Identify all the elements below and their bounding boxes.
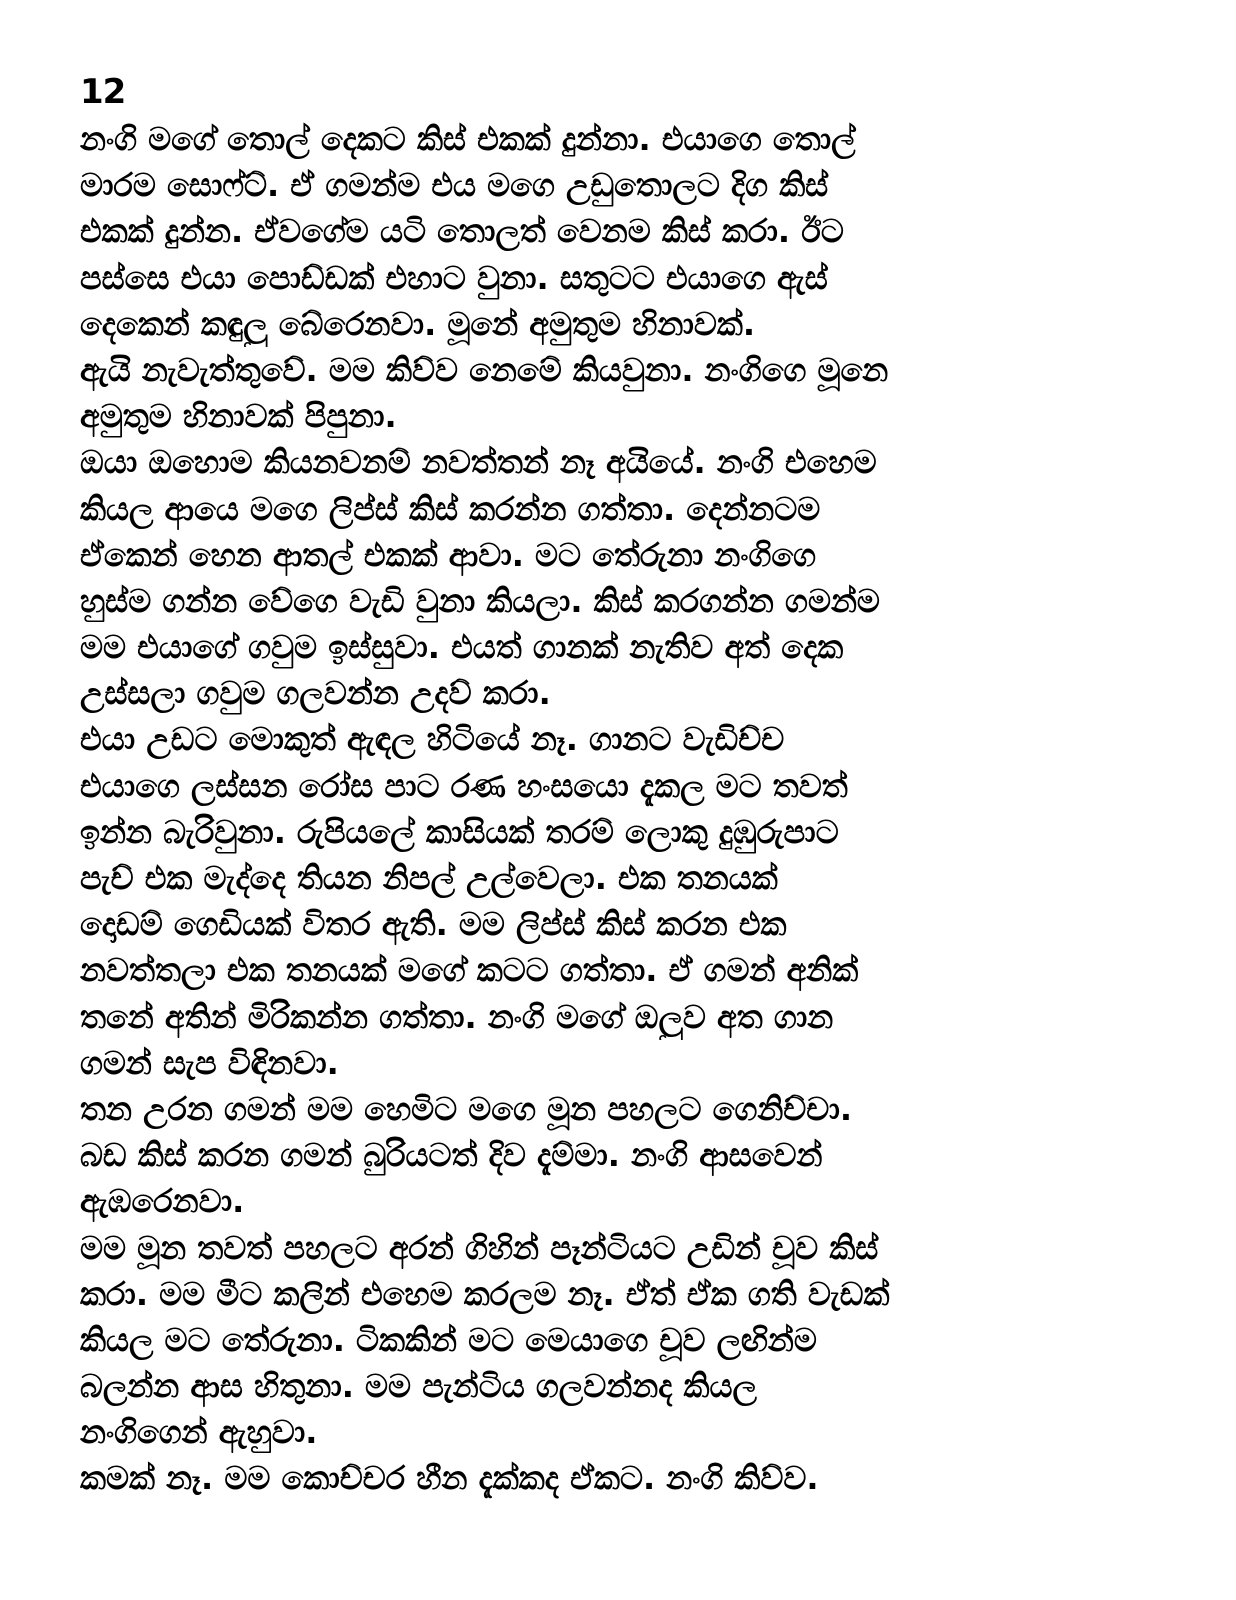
text-line: ඇඹරෙනවා. (80, 1182, 245, 1221)
document-page (80, 68, 1160, 1502)
text-line: කමක් නෑ. මම කොච්චර හීන දැක්කද ඒකට. නංගි කිව්ව. (80, 1459, 819, 1498)
text-line: දෙකෙන් කඳුලු බේරෙනවා. මූනේ අමුතුම හිනාවක්. (80, 304, 755, 343)
text-line: අමුතුම හිනාවක් පිපුනා. (80, 397, 397, 436)
text-line: පස්සෙ එයා පොඩ්ඩක් එහාට වුනා. සතුටට එයාගෙ ඇස් (80, 258, 828, 297)
text-line: ගමන් සැප විඳිනවා. (80, 1043, 339, 1082)
text-line: හුස්ම ගන්න වේගෙ වැඩි වුනා කියලා. කිස් කරගන්න ගමන්ම (80, 581, 880, 620)
text-line: එයා උඩට මොකුත් ඇඳල හිටියේ නෑ. ගානට වැඩිච්ච (80, 720, 785, 759)
text-line: කරා. මම මීට කලින් එහෙම කරලම නෑ. ඒත් ඒක ගති වැඩක් (80, 1274, 890, 1313)
text-line: මම මූන තවත් පහලට අරන් ගිහින් පෑන්ටියට උඩින් චූව කිස් (80, 1228, 879, 1267)
text-line: ඔයා ඔහොම කියනවනම් නවත්තන් නෑ අයියේ. නංගි එහෙම (80, 443, 877, 482)
text-line: කියල මට තේරුනා. ටිකකින් මට මෙයාගෙ චූව ලඟින්ම (80, 1320, 817, 1359)
text-line: තන උරන ගමන් මම හෙමිට මගෙ මූන පහලට ගෙනිච්චා. (80, 1089, 853, 1128)
text-line: නංගි මගේ තොල් දෙකට කිස් එකක් දුන්නා. එයාගෙ තොල් (80, 120, 856, 158)
text-line: මාරම සොෆ්ට්. ඒ ගමන්ම එය මගෙ උඩුතොලට දිග කිස් (80, 166, 829, 205)
text-line: උස්සලා ගවුම ගලවන්න උදව් කරා. (80, 674, 551, 713)
text-line: ඒකෙන් හෙන ආතල් එකක් ආවා. මට තේරුනා නංගිගෙ (80, 535, 817, 574)
text-line: ඇයි නැවැත්තුවේ. මම කිව්ව නෙමේ කියවුනා. නංගිගෙ මූනෙ (80, 350, 889, 389)
story-text (80, 116, 1160, 1502)
text-line: පැච් එක මැද්දෙ තියන නිපල් උල්වෙලා. එක තනයක් (80, 859, 778, 897)
text-line: මම එයාගේ ගවුම ඉස්සුවා. එයත් ගානක් නැතිව අත් දෙක (80, 628, 844, 667)
text-line: නවත්තලා එක තනයක් මගේ කටට ගත්තා. ඒ ගමන් අනික් (80, 951, 859, 990)
text-line: තනේ අතින් මිරිකන්න ගත්තා. නංගි මගේ ඔලුව අත ගාන (80, 997, 834, 1036)
text-line: එයාගෙ ලස්සන රෝස පාට රණ හංසයො දැකල මට තවත් (80, 766, 848, 805)
page-number: 12 (80, 72, 126, 112)
text-line: බඩ කිස් කරන ගමන් බුරියටත් දිව දැම්මා. නංගි ආසවෙන් (80, 1136, 823, 1175)
text-line: කියල ආයෙ මගෙ ලිප්ස් කිස් කරන්න ගත්තා. දෙන්නටම (80, 489, 821, 528)
text-line: නංගිගෙන් ඇහුවා. (80, 1413, 318, 1452)
text-line: බලන්න ආස හිතුනා. මම පැන්ටිය ගලවන්නද කියල (80, 1367, 757, 1406)
text-line: දොඩම් ගෙඩියක් විතර ඇති. මම ලිප්ස් කිස් කරන එක (80, 905, 787, 944)
text-line: ඉන්න බැරිවුනා. රුපියලේ කාසියක් තරම් ලොකු දුඹුරුපාට (80, 812, 839, 851)
text-line: එකක් දුන්න. ඒවගේම යටි තොලත් වෙනම කිස් කරා. ඊට (80, 212, 844, 251)
